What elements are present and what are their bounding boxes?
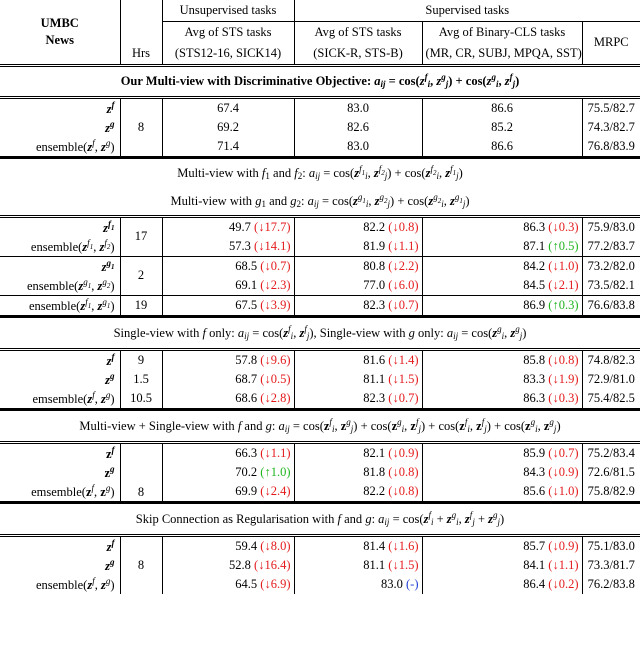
mrpc-cell: 74.8/82.3 xyxy=(582,350,640,371)
hrs-cell: 17 xyxy=(120,217,162,257)
mrpc-cell: 76.8/83.9 xyxy=(582,137,640,158)
sick-cell: 82.3 (↓0.7) xyxy=(294,389,422,410)
sick-cell: 82.2 (↓0.8) xyxy=(294,482,422,503)
bin-avg-header: Avg of Binary-CLS tasks xyxy=(422,22,582,44)
bin-cell: 87.1 (↑0.5) xyxy=(422,237,582,257)
bin-cell: 85.8 (↓0.8) xyxy=(422,350,582,371)
section-title: Our Multi-view with Discriminative Objective: $a_{ij} = \cos(z^f_i$, $z^g_j) + \cos(z^g_i$, $z^f_j$) xyxy=(0,66,640,98)
sts-cell: 66.3 (↓1.1) xyxy=(162,443,294,464)
mrpc-cell: 75.4/82.5 xyxy=(582,389,640,410)
bin-cell: 85.2 xyxy=(422,118,582,137)
dataset-line2: News xyxy=(45,33,74,47)
bin-cell: 86.3 (↓0.3) xyxy=(422,389,582,410)
mrpc-cell: 76.6/83.8 xyxy=(582,296,640,317)
sup-group-header: Supervised tasks xyxy=(294,0,640,22)
unsup-group-header: Unsupervised tasks xyxy=(162,0,294,22)
mrpc-cell: 73.5/82.1 xyxy=(582,276,640,296)
sick-sets-header: (SICK-R, STS-B) xyxy=(294,43,422,66)
row-label: $ensemble(z^f$, $z^g$) xyxy=(35,575,115,592)
bin-cell: 83.3 (↓1.9) xyxy=(422,370,582,389)
row-label: $emsemble(z^f$, $z^g$) xyxy=(32,389,115,406)
section-title-row xyxy=(0,187,640,217)
table-row xyxy=(0,257,640,277)
mrpc-cell: 75.2/83.4 xyxy=(582,443,640,464)
table-row xyxy=(0,389,640,410)
sts-cell: 49.7 (↓17.7) xyxy=(162,217,294,238)
bin-cell: 84.3 (↓0.9) xyxy=(422,463,582,482)
section-title-row xyxy=(0,158,640,188)
bin-cell: 84.5 (↓2.1) xyxy=(422,276,582,296)
bin-cell: 85.7 (↓0.9) xyxy=(422,536,582,557)
hrs-cell: 10.5 xyxy=(120,389,162,410)
sts-cell: 69.1 (↓2.3) xyxy=(162,276,294,296)
table-row xyxy=(0,463,640,482)
mrpc-cell: 75.8/82.9 xyxy=(582,482,640,503)
dataset-line1: UMBC xyxy=(40,15,79,30)
mrpc-cell: 73.3/81.7 xyxy=(582,556,640,575)
row-label: $ensemble(z^f$, $z^g$) xyxy=(35,137,115,154)
bin-cell: 85.9 (↓0.7) xyxy=(422,443,582,464)
mrpc-cell: 75.9/83.0 xyxy=(582,217,640,238)
sts-cell: 59.4 (↓8.0) xyxy=(162,536,294,557)
section-title: Single-view with f only: $a_{ij} = \cos(z^f_i$, $z^f_j$), Single-view with g only: $a_{ij} = \cos(z^g_i$, $z^g_j$) xyxy=(0,317,640,350)
sts-cell: 68.7 (↓0.5) xyxy=(162,370,294,389)
hrs-cell: 2 xyxy=(120,257,162,296)
table-row xyxy=(0,296,640,317)
table-row xyxy=(0,443,640,464)
bin-cell: 86.3 (↓0.3) xyxy=(422,217,582,238)
header-row-1 xyxy=(0,0,640,22)
mrpc-cell: 73.2/82.0 xyxy=(582,257,640,277)
sick-cell: 81.4 (↓1.6) xyxy=(294,536,422,557)
hrs-cell: 8 xyxy=(120,536,162,595)
row-label: $z^f$ xyxy=(0,443,120,464)
mrpc-cell: 75.5/82.7 xyxy=(582,98,640,119)
sick-cell: 77.0 (↓6.0) xyxy=(294,276,422,296)
section-title: Multi-view + Single-view with f and g: $a_{ij} = \cos(z^f_i$, $z^g_j) + \cos(z^g_i$, $z^f_j) + \cos(z^f_i$, $z^f_j) + \cos(z^g_i$, $z^g_j$) xyxy=(0,410,640,443)
sick-avg-header: Avg of STS tasks xyxy=(294,22,422,44)
sts-cell: 68.6 (↓2.8) xyxy=(162,389,294,410)
sts-cell: 57.3 (↓14.1) xyxy=(162,237,294,257)
section-title-row xyxy=(0,317,640,350)
row-label: $ensemble(z^{f_1}$, $z^{g_1}$) xyxy=(0,296,120,317)
row-label: $z^g$ xyxy=(105,118,115,135)
sick-cell: 81.8 (↓0.8) xyxy=(294,463,422,482)
hrs-cell: 8 xyxy=(120,98,162,158)
sick-cell: 81.6 (↓1.4) xyxy=(294,350,422,371)
mrpc-cell: 75.1/83.0 xyxy=(582,536,640,557)
table-row xyxy=(0,276,640,296)
hrs-header: Hrs xyxy=(120,0,162,66)
row-label: $z^g$ xyxy=(105,370,115,387)
table-row xyxy=(0,575,640,594)
hrs-cell: 1.5 xyxy=(120,370,162,389)
table-row xyxy=(0,482,640,503)
sick-cell: 83.0 (-) xyxy=(294,575,422,594)
table-row xyxy=(0,217,640,238)
row-label: $z^{g_1}$ xyxy=(0,257,120,277)
sick-cell: 81.1 (↓1.5) xyxy=(294,370,422,389)
sts-cell: 64.5 (↓6.9) xyxy=(162,575,294,594)
sts-cell: 68.5 (↓0.7) xyxy=(162,257,294,277)
row-label: $z^g$ xyxy=(105,556,115,573)
table-row xyxy=(0,370,640,389)
hrs-cell: 8 xyxy=(120,443,162,503)
bin-cell: 86.6 xyxy=(422,137,582,158)
sts-avg-header: Avg of STS tasks xyxy=(162,22,294,44)
mrpc-cell: 72.9/81.0 xyxy=(582,370,640,389)
row-label: $z^f$ xyxy=(0,350,120,371)
sick-cell: 81.9 (↓1.1) xyxy=(294,237,422,257)
row-label: $z^g$ xyxy=(104,463,115,480)
table-row xyxy=(0,350,640,371)
mrpc-cell: 72.6/81.5 xyxy=(582,463,640,482)
section-title-row xyxy=(0,66,640,98)
table-row xyxy=(0,98,640,119)
sick-cell: 83.0 xyxy=(294,137,422,158)
row-label: $z^{f_1}$ xyxy=(0,217,120,238)
sts-cell: 70.2 (↑1.0) xyxy=(162,463,294,482)
bin-cell: 84.1 (↓1.1) xyxy=(422,556,582,575)
sick-cell: 82.6 xyxy=(294,118,422,137)
sts-cell: 52.8 (↓16.4) xyxy=(162,556,294,575)
row-label: $ensemble(z^{f_1}$, $z^{f_2}$) xyxy=(30,237,115,254)
mrpc-cell: 74.3/82.7 xyxy=(582,118,640,137)
section-title-row xyxy=(0,503,640,536)
section-title: Multi-view with $f_1$ and $f_2$: $a_{ij} = \cos(z^{f_1}_i$, $z^{f_2}_j) + \cos(z^{f_2}_i$, $z^{f_1}_j$) xyxy=(0,158,640,188)
sick-cell: 82.3 (↓0.7) xyxy=(294,296,422,317)
sick-cell: 82.2 (↓0.8) xyxy=(294,217,422,238)
mrpc-cell: 77.2/83.7 xyxy=(582,237,640,257)
sts-cell: 69.2 xyxy=(162,118,294,137)
mrpc-header: MRPC xyxy=(582,22,640,66)
hrs-cell: 9 xyxy=(120,350,162,371)
bin-sets-header: (MR, CR, SUBJ, MPQA, SST) xyxy=(422,43,582,66)
section-title-2: Multi-view with $g_1$ and $g_2$: $a_{ij} = \cos(z^{g_1}_i$, $z^{g_2}_j) + \cos(z^{g_2}_i$, $z^{g_1}_j$) xyxy=(170,191,470,209)
sick-cell: 82.1 (↓0.9) xyxy=(294,443,422,464)
bin-cell: 86.6 xyxy=(422,98,582,119)
sts-cell: 67.4 xyxy=(162,98,294,119)
mrpc-cell: 76.2/83.8 xyxy=(582,575,640,594)
bin-cell: 84.2 (↓1.0) xyxy=(422,257,582,277)
section-title: Skip Connection as Regularisation with f and g: $a_{ij} = \cos(z^f_i + z^g_i$, $z^f_j + z^g_j$) xyxy=(0,503,640,536)
table-row xyxy=(0,137,640,158)
row-label: $emsemble(z^f$, $z^g$) xyxy=(31,482,115,499)
sts-sets-header: (STS12-16, SICK14) xyxy=(162,43,294,66)
section-title-row xyxy=(0,410,640,443)
sts-cell: 69.9 (↓2.4) xyxy=(162,482,294,503)
hrs-cell: 19 xyxy=(120,296,162,317)
bin-cell: 86.9 (↑0.3) xyxy=(422,296,582,317)
row-label: $z^f$ xyxy=(0,98,120,119)
sts-cell: 67.5 (↓3.9) xyxy=(162,296,294,317)
bin-cell: 85.6 (↓1.0) xyxy=(422,482,582,503)
table-row xyxy=(0,556,640,575)
table-row xyxy=(0,118,640,137)
sts-cell: 57.8 (↓9.6) xyxy=(162,350,294,371)
bin-cell: 86.4 (↓0.2) xyxy=(422,575,582,594)
row-label: $ensemble(z^{g_1}$, $z^{g_2}$) xyxy=(26,276,115,293)
table-row xyxy=(0,237,640,257)
sts-cell: 71.4 xyxy=(162,137,294,158)
dataset-header xyxy=(0,0,120,66)
sick-cell: 83.0 xyxy=(294,98,422,119)
sick-cell: 80.8 (↓2.2) xyxy=(294,257,422,277)
sick-cell: 81.1 (↓1.5) xyxy=(294,556,422,575)
table-row xyxy=(0,536,640,557)
row-label: $z^f$ xyxy=(0,536,120,557)
